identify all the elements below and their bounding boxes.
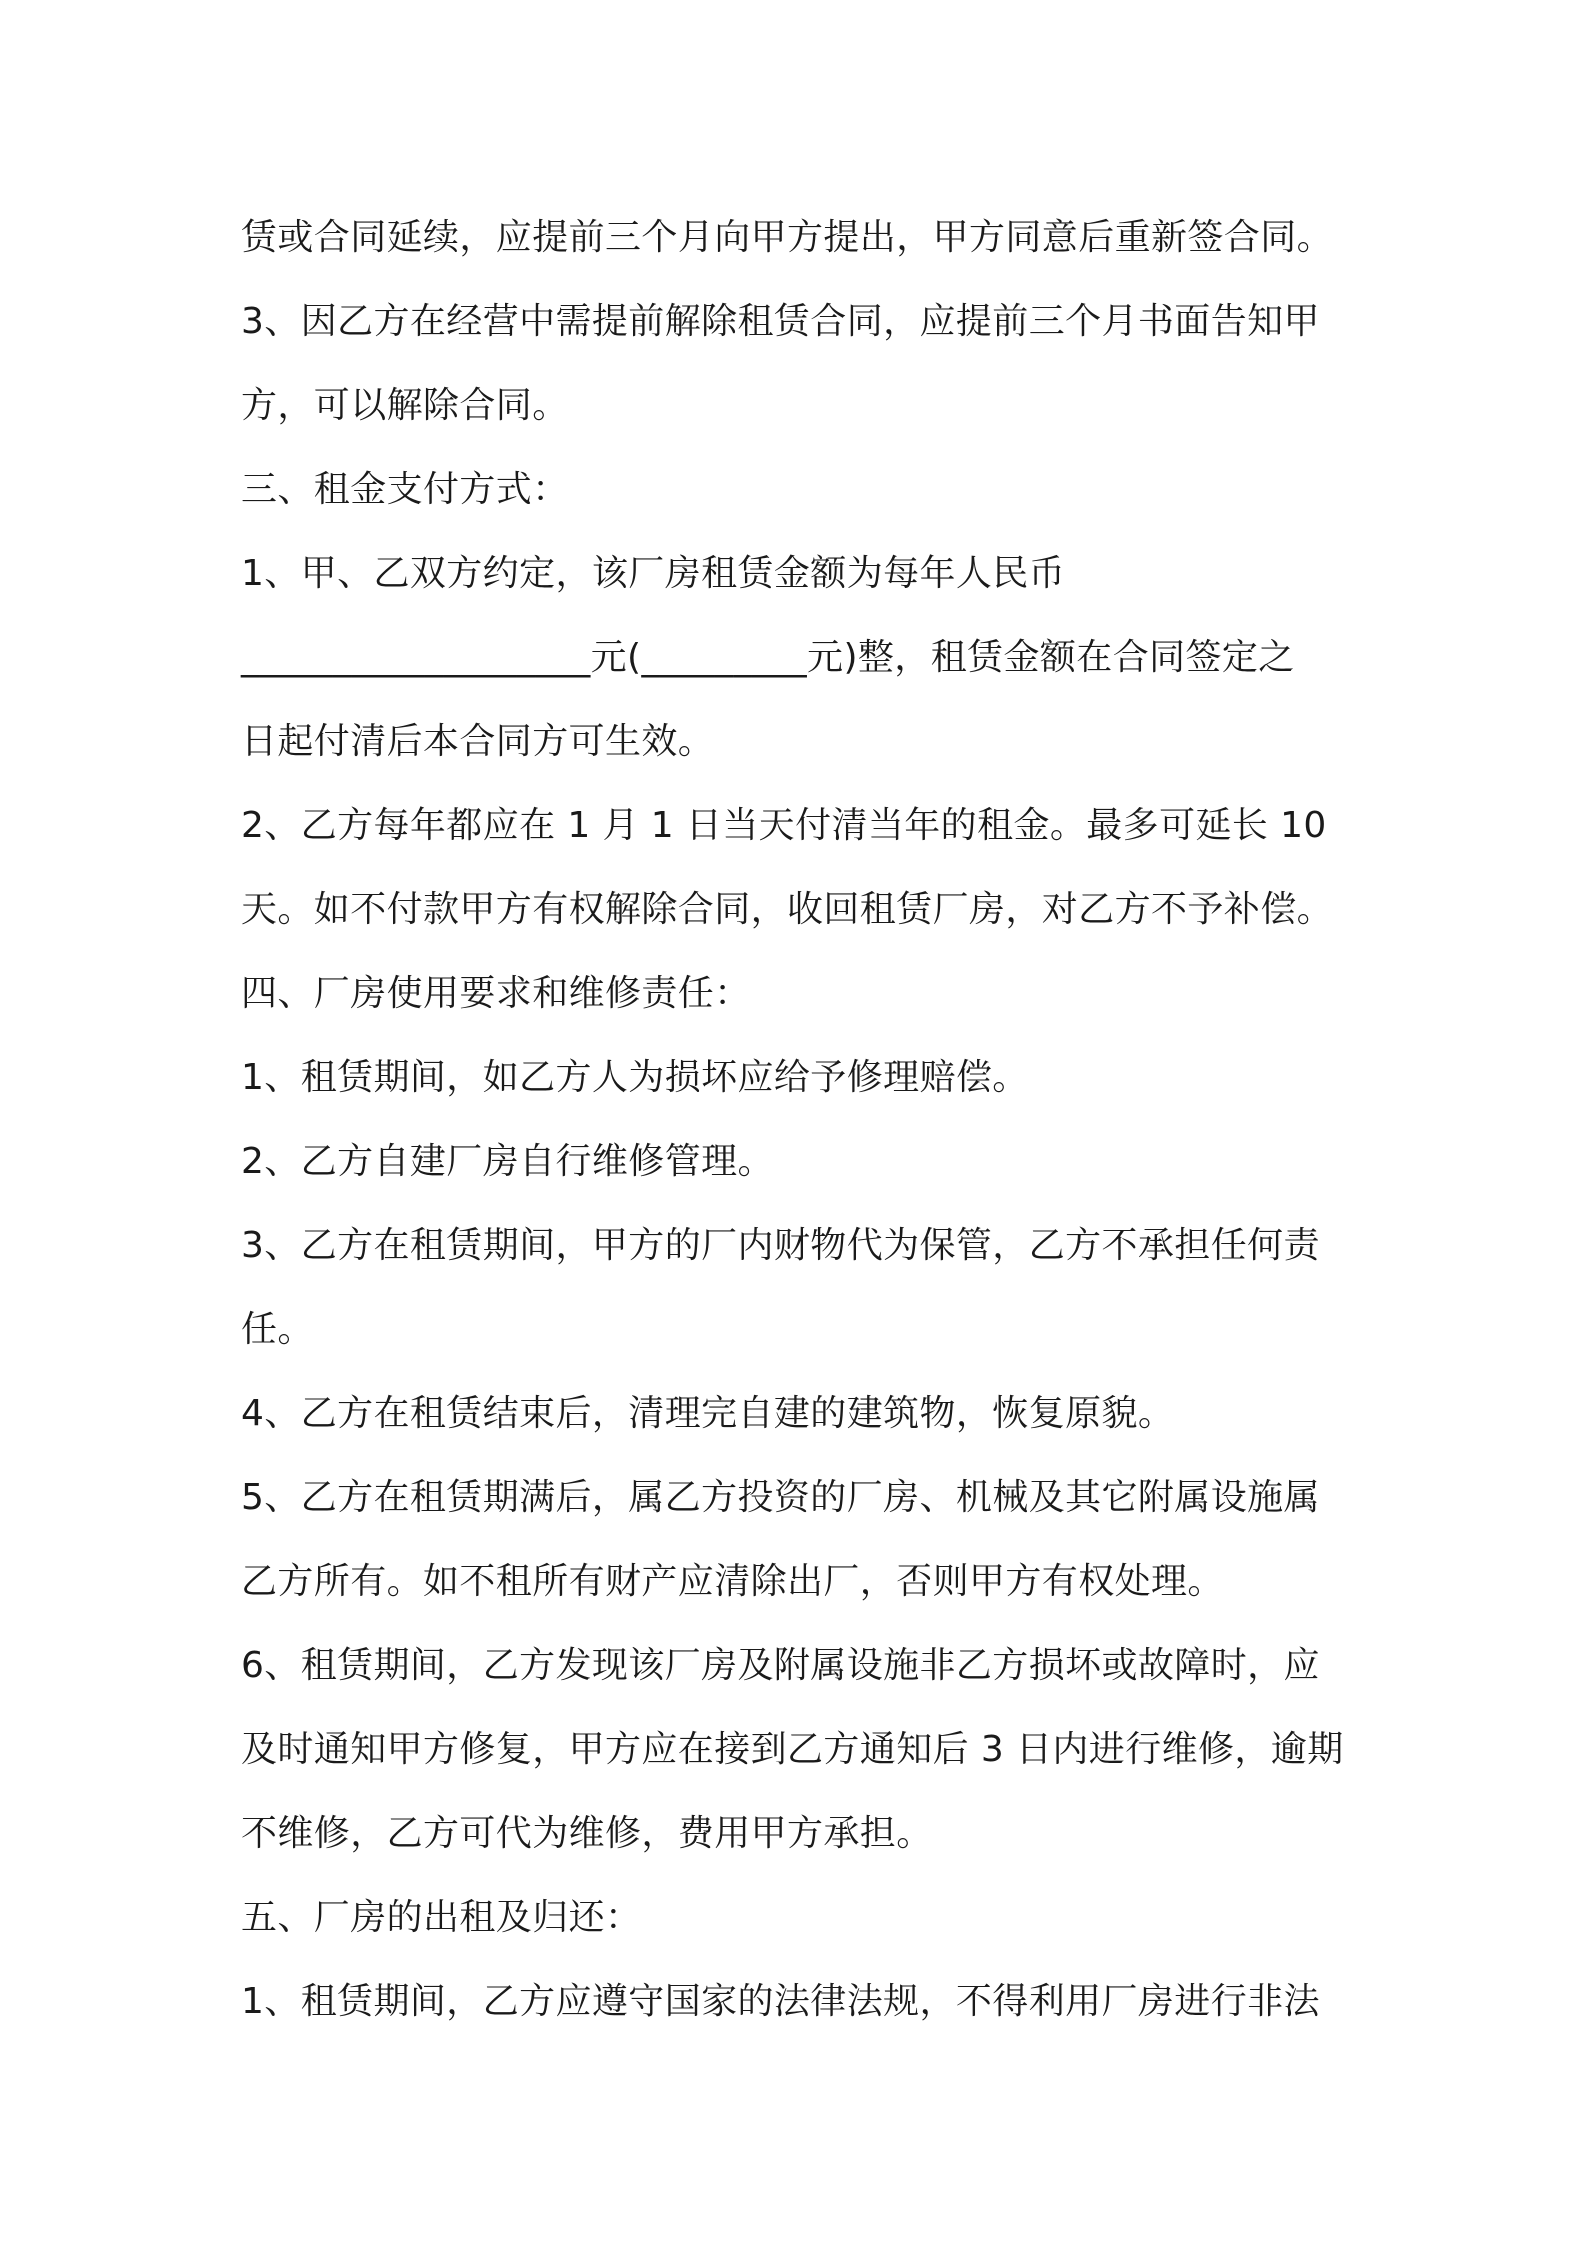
- document-body: [241, 196, 1361, 2044]
- section-heading: 三、租金支付方式：: [241, 469, 569, 510]
- text-line: 天。如不付款甲方有权解除合同，收回租赁厂房，对乙方不予补偿。: [241, 889, 1334, 930]
- text-line: 1、租赁期间，如乙方人为损坏应给予修理赔偿。: [241, 1057, 1029, 1098]
- section-heading: 五、厂房的出租及归还：: [241, 1897, 642, 1938]
- text-line: 乙方所有。如不租所有财产应清除出厂，否则甲方有权处理。: [241, 1561, 1224, 1602]
- text-line: 2、乙方自建厂房自行维修管理。: [241, 1141, 774, 1182]
- text-line: 1、甲、乙双方约定，该厂房租赁金额为每年人民币: [241, 553, 1066, 594]
- text-line: 1、租赁期间，乙方应遵守国家的法律法规，不得利用厂房进行非法: [241, 1981, 1320, 2022]
- text-line: 3、乙方在租赁期间，甲方的厂内财物代为保管，乙方不承担任何责: [241, 1225, 1320, 1266]
- text-line: 6、租赁期间，乙方发现该厂房及附属设施非乙方损坏或故障时，应: [241, 1645, 1320, 1686]
- text-line: 2、乙方每年都应在 1 月 1 日当天付清当年的租金。最多可延长 10: [241, 805, 1327, 846]
- text-line: 及时通知甲方修复，甲方应在接到乙方通知后 3 日内进行维修，逾期: [241, 1729, 1344, 1770]
- text-line: 方，可以解除合同。: [241, 385, 569, 426]
- section-heading: 四、厂房使用要求和维修责任：: [241, 973, 751, 1014]
- text-line: ___________________元(_________元)整，租赁金额在合同签定之: [241, 637, 1295, 678]
- text-line: 5、乙方在租赁期满后，属乙方投资的厂房、机械及其它附属设施属: [241, 1477, 1320, 1518]
- text-line: 任。: [241, 1309, 314, 1350]
- text-line: 日起付清后本合同方可生效。: [241, 721, 715, 762]
- text-line: 赁或合同延续，应提前三个月向甲方提出，甲方同意后重新签合同。: [241, 217, 1334, 258]
- text-line: 4、乙方在租赁结束后，清理完自建的建筑物，恢复原貌。: [241, 1393, 1175, 1434]
- text-line: 3、因乙方在经营中需提前解除租赁合同，应提前三个月书面告知甲: [241, 301, 1320, 342]
- text-line: 不维修，乙方可代为维修，费用甲方承担。: [241, 1813, 933, 1854]
